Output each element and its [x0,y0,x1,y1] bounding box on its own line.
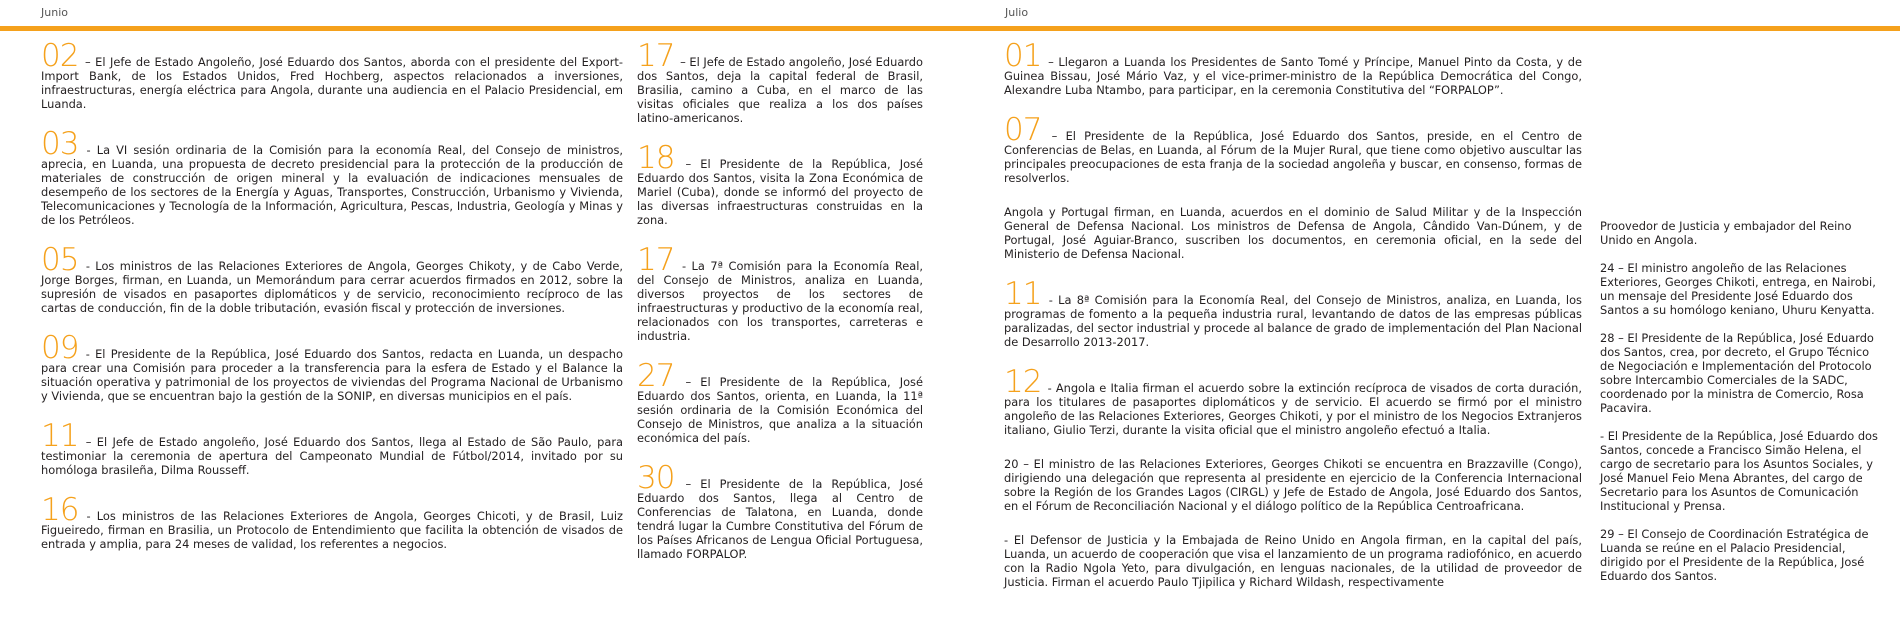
chronology-entry [41,126,623,227]
chronology-entry [1600,429,1884,513]
entry-day-number: 05 [41,242,79,278]
entry-text: 20 – El ministro de las Relaciones Exteriores, Georges Chikoti se encuentra en Brazzaville (Congo), dirigiendo una delegación que representa al presidente en ejercicio de la Conferencia Internacional sobre la Región de los Grandes Lagos (CIRGL) y Jefe de Estado de Angola, José Eduardo dos Santos, en el Fórum de Reconciliación Nacional y el diálogo político de la República Centroafricana. [1004,457,1582,513]
entry-text: – El Jefe de Estado angoleño, José Eduardo dos Santos, deja la capital federal de Brasil, Brasilia, camino a Cuba, en el marco de las visitas oficiales que realiza a los dos países latino-americanos. [637,55,923,125]
header-rule [0,26,1900,31]
entry-text: 28 – El Presidente de la República, José Eduardo dos Santos, crea, por decreto, el Grupo Técnico de Negociación e Implementación del Protocolo sobre Intercambio Comerciales de la SADC, coordenado por la ministra de Comercio, Rosa Pacavira. [1600,331,1874,415]
entry-day-number: 12 [1004,364,1042,400]
month-header-july: Julio [1005,6,1029,19]
entry-text: - La 8ª Comisión para la Economía Real, del Consejo de Ministros, analiza, en Luanda, los programas de fomento a la pequeña industria rural, levantando de datos de las empresas públicas paralizadas, del sector industrial y procede al balance de grado de implementación del Plan Nacional de Desarrollo 2013-2017. [1004,293,1582,349]
entry-day-number: 18 [637,140,675,176]
chronology-entry [637,358,923,445]
column-june-left [41,38,623,571]
chronology-entry [1600,219,1884,247]
entry-text: - La VI sesión ordinaria de la Comisión para la economía Real, del Consejo de ministros, aprecia, en Luanda, una propuesta de decreto presidencial para la protección de la producción de materiales de construcción de origen mineral y la evaluación de indicaciones mensuales de desempeño de los sectores de la Energía y Aguas, Transportes, Construcción, Urbanismo y Vivienda, Telecomunicaciones y Tecnología de la Información, Agricultura, Pescas, Industria, Geología y Minas y de los Petróleos. [41,143,623,227]
column-july-right [1600,219,1884,597]
entry-text: Angola y Portugal firman, en Luanda, acuerdos en el dominio de Salud Militar y de la Inspección General de Defensa Nacional. Los ministros de Defensa de Angola, Cândido Van-Dúnem, y de Portugal, José Aguiar-Branco, suscriben los documentos, en ceremonia oficial, en la sede del Ministerio de Defensa Nacional. [1004,205,1582,261]
entry-text: – El Presidente de la República, José Eduardo dos Santos, visita la Zona Económica de Mariel (Cuba), donde se informó del proyecto de las diversas infraestructuras construidas en la zona. [637,157,923,227]
chronology-entry [1600,331,1884,415]
entry-text: Proovedor de Justicia y embajador del Reino Unido en Angola. [1600,219,1852,247]
chronology-entry [1004,205,1582,261]
entry-day-number: 01 [1004,38,1042,74]
entry-day-number: 17 [637,38,675,74]
entry-day-number: 30 [637,460,675,496]
entry-day-number: 11 [1004,276,1042,312]
entry-day-number: 02 [41,38,79,74]
chronology-entry [1004,112,1582,185]
entry-text: – El Presidente de la República, José Eduardo dos Santos, preside, en el Centro de Conferencias de Belas, en Luanda, al Fórum de la Mujer Rural, que tiene como objetivo auscultar las principales preocupaciones de esta franja de la sociedad angoleña y buscar, en consenso, formas de resolverlos. [1004,129,1582,185]
entry-day-number: 09 [41,330,79,366]
entry-text: – El Jefe de Estado angoleño, José Eduardo dos Santos, llega al Estado de São Paulo, para testimoniar la ceremonia de apertura del Campeonato Mundial de Fútbol/2014, invitado por su homóloga brasileña, Dilma Rousseff. [41,435,623,477]
entry-text: 29 – El Consejo de Coordinación Estratégica de Luanda se reúne en el Palacio Presidencial, dirigido por el Presidente de la República, José Eduardo dos Santos. [1600,527,1869,583]
chronology-entry [637,140,923,227]
chronology-entry [41,38,623,111]
entry-day-number: 16 [41,492,79,528]
chronology-entry [41,418,623,477]
entry-day-number: 03 [41,126,79,162]
entry-text: – El Presidente de la República, José Eduardo dos Santos, orienta, en Luanda, la 11ª sesión ordinaria de la Comisión Económica del Consejo de Ministros, que analiza a la situación económica del país. [637,375,923,445]
chronology-entry [1004,364,1582,437]
chronology-entry [637,242,923,343]
chronology-entry [1004,457,1582,513]
entry-text: – Llegaron a Luanda los Presidentes de Santo Tomé y Príncipe, Manuel Pinto da Costa, y de Guinea Bissau, José Mário Vaz, y el vice-primer-ministro de la República Democrática del Congo, Alexandre Luba Ntambo, para participar, en la ceremonia Constitutiva del “FORPALOP”. [1004,55,1582,97]
entry-text: - El Defensor de Justicia y la Embajada de Reino Unido en Angola firman, en la capital del país, Luanda, un acuerdo de cooperación que visa el lanzamiento de un programa radiofónico, en acuerdo con la Radio Ngola Yeto, para divulgación, en lenguas nacionales, de la utilidad de proveedor de Justicia. Firman el acuerdo Paulo Tjipilica y Richard Wildash, respectivamente [1004,533,1582,589]
entry-text: – El Jefe de Estado Angoleño, José Eduardo dos Santos, aborda con el presidente del Export-Import Bank, de los Estados Unidos, Fred Hochberg, aspectos relacionados a inversiones, infraestructuras, energía eléctrica para Angola, durante una audiencia en el Palacio Presidencial, em Luanda. [41,55,623,111]
chronology-entry [637,460,923,561]
chronology-entry [637,38,923,125]
entry-text: 24 – El ministro angoleño de las Relaciones Exteriores, Georges Chikoti, entrega, en Nairobi, un mensaje del Presidente José Eduardo dos Santos a su homólogo keniano, Uhuru Kenyatta. [1600,261,1876,317]
entry-text: - El Presidente de la República, José Eduardo dos Santos, redacta en Luanda, un despacho para crear una Comisión para proceder a la transferencia para la esfera de Estado y el Balance la situación operativa y patrimonial de los proyectos de viviendas del Programa Nacional de Urbanismo y Vivienda, que se encuentran bajo la gestión de la SONIP, en diversas municipios en el país. [41,347,623,403]
entry-text: - La 7ª Comisión para la Economía Real, del Consejo de Ministros, analiza en Luanda, diversos proyectos de los sectores de infraestructuras y productivo de la economía real, relacionados con los transportes, carreteras e industria. [637,259,923,343]
entry-day-number: 27 [637,358,675,394]
chronology-entry [1004,38,1582,97]
entry-text: - Los ministros de las Relaciones Exteriores de Angola, Georges Chikoty, y de Cabo Verde, Jorge Borges, firman, en Luanda, un Memorándum para cerrar acuerdos firmados en 2012, sobre la supresión de visados en pasaportes diplomáticos y de servicio, reconocimiento recíproco de las cartas de conducción, fin de la doble tributación, evasión fiscal y protección de inversiones. [41,259,623,315]
entry-text: - Angola e Italia firman el acuerdo sobre la extinción recíproca de visados de corta duración, para los titulares de pasaportes diplomáticos y de servicio. El acuerdo se firmó por el ministro angoleño de las Relaciones Exteriores, Georges Chikoti, y por el ministro de los Negocios Extranjeros italiano, Giulio Terzi, durante la visita oficial que el ministro angoleño efectuó a Italia. [1004,381,1582,437]
entry-day-number: 07 [1004,112,1042,148]
chronology-entry [41,492,623,551]
chronology-entry [41,330,623,403]
chronology-entry [1004,276,1582,349]
column-june-right [637,38,923,581]
chronology-entry [41,242,623,315]
entry-text: - Los ministros de las Relaciones Exteriores de Angola, Georges Chicoti, y de Brasil, Luiz Figueiredo, firman en Brasilia, un Protocolo de Entendimiento que facilita la obtención de visados de entrada y amplia, para 24 meses de validad, los referentes a negocios. [41,509,623,551]
entry-text: – El Presidente de la República, José Eduardo dos Santos, llega al Centro de Conferencias de Talatona, en Luanda, donde tendrá lugar la Cumbre Constitutiva del Fórum de los Países Africanos de Lengua Oficial Portuguesa, llamado FORPALOP. [637,477,923,561]
chronology-entry [1004,533,1582,589]
chronology-entry [1600,261,1884,317]
entry-day-number: 17 [637,242,675,278]
column-july-left [1004,38,1582,609]
chronology-entry [1600,527,1884,583]
entry-day-number: 11 [41,418,79,454]
entry-text: - El Presidente de la República, José Eduardo dos Santos, concede a Francisco Simão Helena, el cargo de secretario para los Asuntos Sociales, y José Manuel Feio Mena Abrantes, del cargo de Secretario para los Asuntos de Comunicación Institucional y Prensa. [1600,429,1878,513]
month-header-june: Junio [41,6,68,19]
